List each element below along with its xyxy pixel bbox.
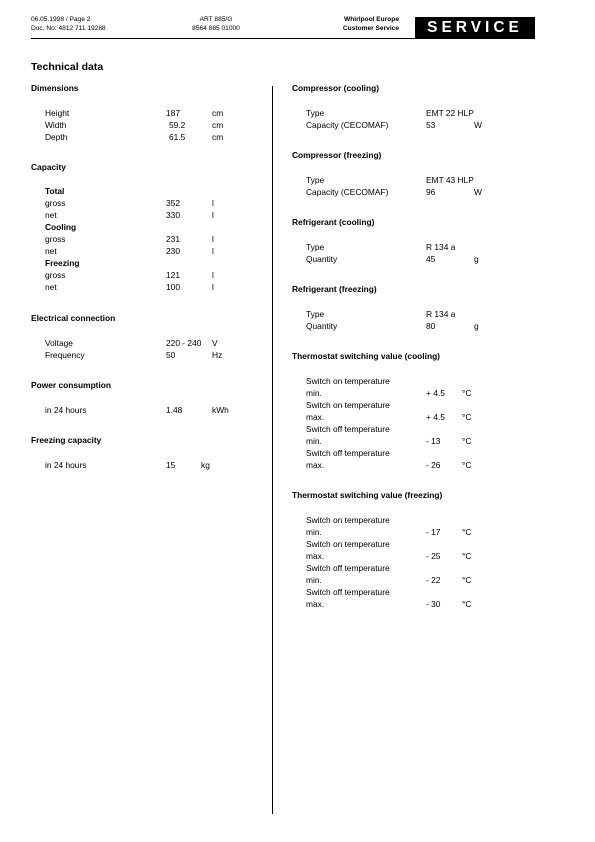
row-unit: cm <box>212 108 224 118</box>
row-group: Switch on temperature <box>306 539 390 549</box>
row-label: min. <box>306 527 322 537</box>
row-unit: l <box>212 270 214 280</box>
column-divider <box>272 86 273 814</box>
row-value: EMT 43 HLP <box>426 175 474 185</box>
row-label: Capacity (CECOMAF) <box>306 120 389 130</box>
row-label: Voltage <box>45 338 73 348</box>
row-value: - 17 <box>426 527 441 537</box>
row-value: 96 <box>426 187 436 197</box>
row-group: Switch off temperature <box>306 424 390 434</box>
row-label: Type <box>306 108 325 118</box>
row-value: - 30 <box>426 599 441 609</box>
row-unit: cm <box>212 132 224 142</box>
row-value: 59.2 <box>169 120 186 130</box>
row-label: net <box>45 210 57 220</box>
section-heading-freezing-capacity: Freezing capacity <box>31 435 102 445</box>
section-heading-electrical: Electrical connection <box>31 313 116 323</box>
header-date-page: 06.05.1998 / Page 2 <box>31 16 91 23</box>
row-value: 50 <box>166 350 176 360</box>
row-label: Quantity <box>306 254 338 264</box>
row-label: Frequency <box>45 350 85 360</box>
row-unit: cm <box>212 120 224 130</box>
row-label: gross <box>45 198 66 208</box>
row-value: - 25 <box>426 551 441 561</box>
row-label: Width <box>45 120 67 130</box>
row-label: Quantity <box>306 321 338 331</box>
row-unit: l <box>212 234 214 244</box>
row-unit: °C <box>462 599 472 609</box>
section-heading-thermostat-freezing: Thermostat switching value (freezing) <box>292 490 443 500</box>
row-value: EMT 22 HLP <box>426 108 474 118</box>
page-title: Technical data <box>31 61 104 73</box>
row-label: in 24 hours <box>45 405 87 415</box>
row-group: Switch on temperature <box>306 515 390 525</box>
row-label: gross <box>45 234 66 244</box>
row-label: Type <box>306 242 325 252</box>
row-unit: l <box>212 282 214 292</box>
section-heading-dimensions: Dimensions <box>31 83 79 93</box>
row-unit: W <box>474 187 482 197</box>
row-unit: °C <box>462 388 472 398</box>
row-group: Switch off temperature <box>306 563 390 573</box>
header-code: 8564 885 01000 <box>192 25 240 32</box>
row-value: + 4.5 <box>426 388 445 398</box>
row-value: 80 <box>426 321 436 331</box>
section-heading-thermostat-cooling: Thermostat switching value (cooling) <box>292 351 440 361</box>
row-unit: g <box>474 321 479 331</box>
row-label: max. <box>306 551 325 561</box>
row-group: Switch off temperature <box>306 448 390 458</box>
row-value: R 134 a <box>426 309 456 319</box>
row-group: Switch off temperature <box>306 587 390 597</box>
section-heading-compressor-freezing: Compressor (freezing) <box>292 150 382 160</box>
row-label: min. <box>306 575 322 585</box>
row-value: 352 <box>166 198 180 208</box>
row-value: 220 - 240 <box>166 338 202 348</box>
row-label: Type <box>306 175 325 185</box>
row-value: 53 <box>426 120 436 130</box>
row-unit: °C <box>462 527 472 537</box>
row-unit: °C <box>462 436 472 446</box>
row-label: Depth <box>45 132 68 142</box>
row-value: 231 <box>166 234 180 244</box>
row-value: 230 <box>166 246 180 256</box>
row-value: 15 <box>166 460 176 470</box>
row-label: max. <box>306 460 325 470</box>
row-label: gross <box>45 270 66 280</box>
header-model: ART 885/G <box>199 16 233 23</box>
row-value: - 13 <box>426 436 441 446</box>
row-unit: l <box>212 198 214 208</box>
row-label: Height <box>45 108 70 118</box>
row-label: net <box>45 282 57 292</box>
row-value: 100 <box>166 282 180 292</box>
row-group: Switch on temperature <box>306 400 390 410</box>
row-label: Capacity (CECOMAF) <box>306 187 389 197</box>
row-value: R 134 a <box>426 242 456 252</box>
row-unit: Hz <box>212 350 223 360</box>
row-value: 61.5 <box>169 132 186 142</box>
row-label: Type <box>306 309 325 319</box>
header-company: Whirlpool Europe <box>344 16 399 23</box>
row-value: 45 <box>426 254 436 264</box>
row-unit: °C <box>462 460 472 470</box>
row-unit: l <box>212 246 214 256</box>
row-value: 187 <box>166 108 180 118</box>
row-value: + 4.5 <box>426 412 445 422</box>
row-label: min. <box>306 436 322 446</box>
header-doc-number: Doc. No: 4812 711 19288 <box>31 25 106 32</box>
row-label: net <box>45 246 57 256</box>
row-value: - 22 <box>426 575 441 585</box>
section-heading-refrigerant-freezing: Refrigerant (freezing) <box>292 284 377 294</box>
row-unit: l <box>212 210 214 220</box>
row-unit: kg <box>201 460 210 470</box>
row-unit: g <box>474 254 479 264</box>
section-heading-compressor-cooling: Compressor (cooling) <box>292 83 380 93</box>
row-label: max. <box>306 599 325 609</box>
subheading-cooling: Cooling <box>45 222 77 232</box>
row-unit: °C <box>462 575 472 585</box>
row-unit: W <box>474 120 482 130</box>
row-group: Switch on temperature <box>306 376 390 386</box>
row-value: 1.48 <box>166 405 183 415</box>
section-heading-capacity: Capacity <box>31 162 66 172</box>
section-heading-power: Power consumption <box>31 380 112 390</box>
row-label: max. <box>306 412 325 422</box>
header-divider <box>31 38 535 39</box>
service-badge: SERVICE <box>415 17 535 38</box>
row-label: in 24 hours <box>45 460 87 470</box>
row-value: 330 <box>166 210 180 220</box>
row-label: min. <box>306 388 322 398</box>
row-value: 121 <box>166 270 180 280</box>
section-heading-refrigerant-cooling: Refrigerant (cooling) <box>292 217 375 227</box>
row-unit: °C <box>462 412 472 422</box>
row-unit: °C <box>462 551 472 561</box>
subheading-total: Total <box>45 186 65 196</box>
row-unit: kWh <box>212 405 229 415</box>
row-unit: V <box>212 338 218 348</box>
row-value: - 26 <box>426 460 441 470</box>
subheading-freezing: Freezing <box>45 258 80 268</box>
header-department: Customer Service <box>342 25 399 32</box>
